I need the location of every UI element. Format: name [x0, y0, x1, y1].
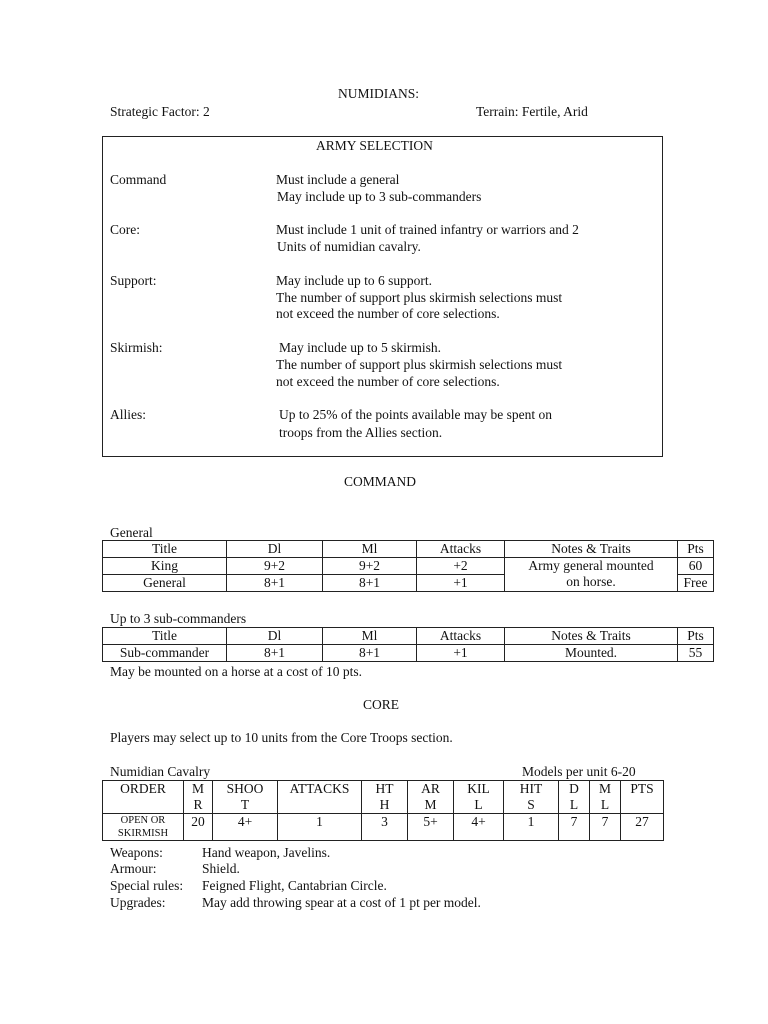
header-text: KIL [467, 781, 490, 796]
sub-commander-table [102, 627, 714, 662]
table-cell: 20 [184, 814, 213, 841]
table-cell: 8+1 [323, 645, 417, 662]
header-text: L [569, 797, 579, 812]
core-line-2: Units of numidian cavalry. [277, 239, 421, 254]
table-cell: General [103, 575, 227, 592]
header-text: ORDER [120, 781, 166, 796]
header-text: M [191, 781, 204, 796]
header-cell [590, 781, 621, 814]
header-text: L [600, 797, 610, 812]
models-per-unit: Models per unit 6-20 [522, 764, 636, 779]
header-cell [184, 781, 213, 814]
allies-label: Allies: [110, 407, 146, 422]
header-cell [621, 781, 664, 814]
table-header-row [103, 541, 714, 558]
core-line-1: Must include 1 unit of trained infantry or warriors and 2 [276, 222, 579, 237]
header-text: AR [421, 781, 440, 796]
general-notes-line-2: on horse. [566, 574, 616, 589]
skirmish-label: Skirmish: [110, 340, 163, 355]
header-cell: Attacks [417, 628, 505, 645]
header-text: M [598, 781, 611, 796]
table-cell: 9+2 [227, 558, 323, 575]
table-header-row [103, 628, 714, 645]
core-heading: CORE [363, 697, 400, 712]
table-cell: +1 [417, 645, 505, 662]
table-cell: Sub-commander [103, 645, 227, 662]
header-cell: Ml [323, 541, 417, 558]
core-label: Core: [110, 222, 140, 237]
skirmish-line-1: May include up to 5 skirmish. [279, 340, 441, 355]
header-text: M [424, 797, 437, 812]
header-cell: Title [103, 541, 227, 558]
support-line-1: May include up to 6 support. [276, 273, 432, 288]
strategic-factor: Strategic Factor: 2 [110, 104, 210, 119]
weapons-label: Weapons: [110, 845, 163, 860]
header-cell: Pts [678, 541, 714, 558]
header-text: T [240, 797, 250, 812]
upgrades-label: Upgrades: [110, 895, 166, 910]
table-cell: 1 [504, 814, 559, 841]
command-heading: COMMAND [344, 474, 417, 489]
table-cell: 3 [362, 814, 408, 841]
general-notes-line-1: Army general mounted [528, 558, 654, 573]
header-cell: Title [103, 628, 227, 645]
support-line-2: The number of support plus skirmish selections must [276, 290, 563, 305]
table-cell: Mounted. [505, 645, 678, 662]
header-cell [504, 781, 559, 814]
allies-line-1: Up to 25% of the points available may be spent on [279, 407, 552, 422]
header-cell: Pts [678, 628, 714, 645]
header-text: HIT [519, 781, 543, 796]
header-text: H [379, 797, 390, 812]
skirmish-line-3: not exceed the number of core selections. [276, 374, 500, 389]
table-cell: +2 [417, 558, 505, 575]
header-text: S [527, 797, 535, 812]
header-cell: Notes & Traits [505, 541, 678, 558]
header-cell [362, 781, 408, 814]
header-text: SHOO [226, 781, 264, 796]
header-cell [278, 781, 362, 814]
table-cell: 60 [678, 558, 714, 575]
core-intro: Players may select up to 10 units from the Core Troops section. [110, 730, 453, 745]
header-text: L [474, 797, 483, 812]
order-line-2: SKIRMISH [117, 828, 169, 839]
command-label: Command [110, 172, 167, 187]
table-cell: 8+1 [227, 645, 323, 662]
armour-label: Armour: [110, 861, 157, 876]
unit-name: Numidian Cavalry [110, 764, 211, 779]
general-table [102, 540, 714, 592]
unit-stats-table [102, 780, 664, 841]
table-row [103, 558, 714, 575]
header-cell [103, 781, 184, 814]
header-cell [454, 781, 504, 814]
table-row [103, 645, 714, 662]
table-cell: Free [678, 575, 714, 592]
header-cell: Attacks [417, 541, 505, 558]
table-row [103, 814, 664, 841]
command-line-2: May include up to 3 sub-commanders [277, 189, 482, 204]
table-cell: +1 [417, 575, 505, 592]
page-title: NUMIDIANS: [338, 86, 419, 101]
table-cell: 5+ [408, 814, 454, 841]
header-cell: Ml [323, 628, 417, 645]
table-cell: 4+ [454, 814, 504, 841]
header-cell: Dl [227, 628, 323, 645]
header-cell [559, 781, 590, 814]
support-label: Support: [110, 273, 157, 288]
table-cell: 7 [590, 814, 621, 841]
header-cell [213, 781, 278, 814]
general-label: General [110, 525, 153, 540]
header-cell: Dl [227, 541, 323, 558]
table-cell: 7 [559, 814, 590, 841]
table-cell: King [103, 558, 227, 575]
header-text: R [193, 797, 203, 812]
sub-commander-note: May be mounted on a horse at a cost of 10 pts. [110, 664, 362, 679]
header-text: HT [375, 781, 394, 796]
weapons-value: Hand weapon, Javelins. [202, 845, 331, 860]
header-text: D [569, 781, 579, 796]
header-cell [408, 781, 454, 814]
order-cell [103, 814, 184, 841]
terrain: Terrain: Fertile, Arid [476, 104, 588, 119]
table-cell: 27 [621, 814, 664, 841]
order-line-1: OPEN OR [120, 815, 166, 826]
army-selection-title: ARMY SELECTION [316, 138, 433, 153]
table-cell: 1 [278, 814, 362, 841]
table-cell: 8+1 [323, 575, 417, 592]
header-text: ATTACKS [289, 781, 350, 796]
support-line-3: not exceed the number of core selections. [276, 306, 500, 321]
special-rules-label: Special rules: [110, 878, 184, 893]
table-header-row [103, 781, 664, 814]
header-text: PTS [630, 781, 654, 796]
skirmish-line-2: The number of support plus skirmish selections must [276, 357, 563, 372]
allies-line-2: troops from the Allies section. [279, 425, 443, 440]
special-rules-value: Feigned Flight, Cantabrian Circle. [202, 878, 387, 893]
table-cell: 9+2 [323, 558, 417, 575]
sub-commanders-label: Up to 3 sub-commanders [110, 611, 247, 626]
general-notes-cell [505, 558, 678, 592]
command-line-1: Must include a general [276, 172, 400, 187]
armour-value: Shield. [202, 861, 240, 876]
upgrades-value: May add throwing spear at a cost of 1 pt per model. [202, 895, 481, 910]
table-cell: 55 [678, 645, 714, 662]
table-cell: 4+ [213, 814, 278, 841]
table-cell: 8+1 [227, 575, 323, 592]
header-cell: Notes & Traits [505, 628, 678, 645]
